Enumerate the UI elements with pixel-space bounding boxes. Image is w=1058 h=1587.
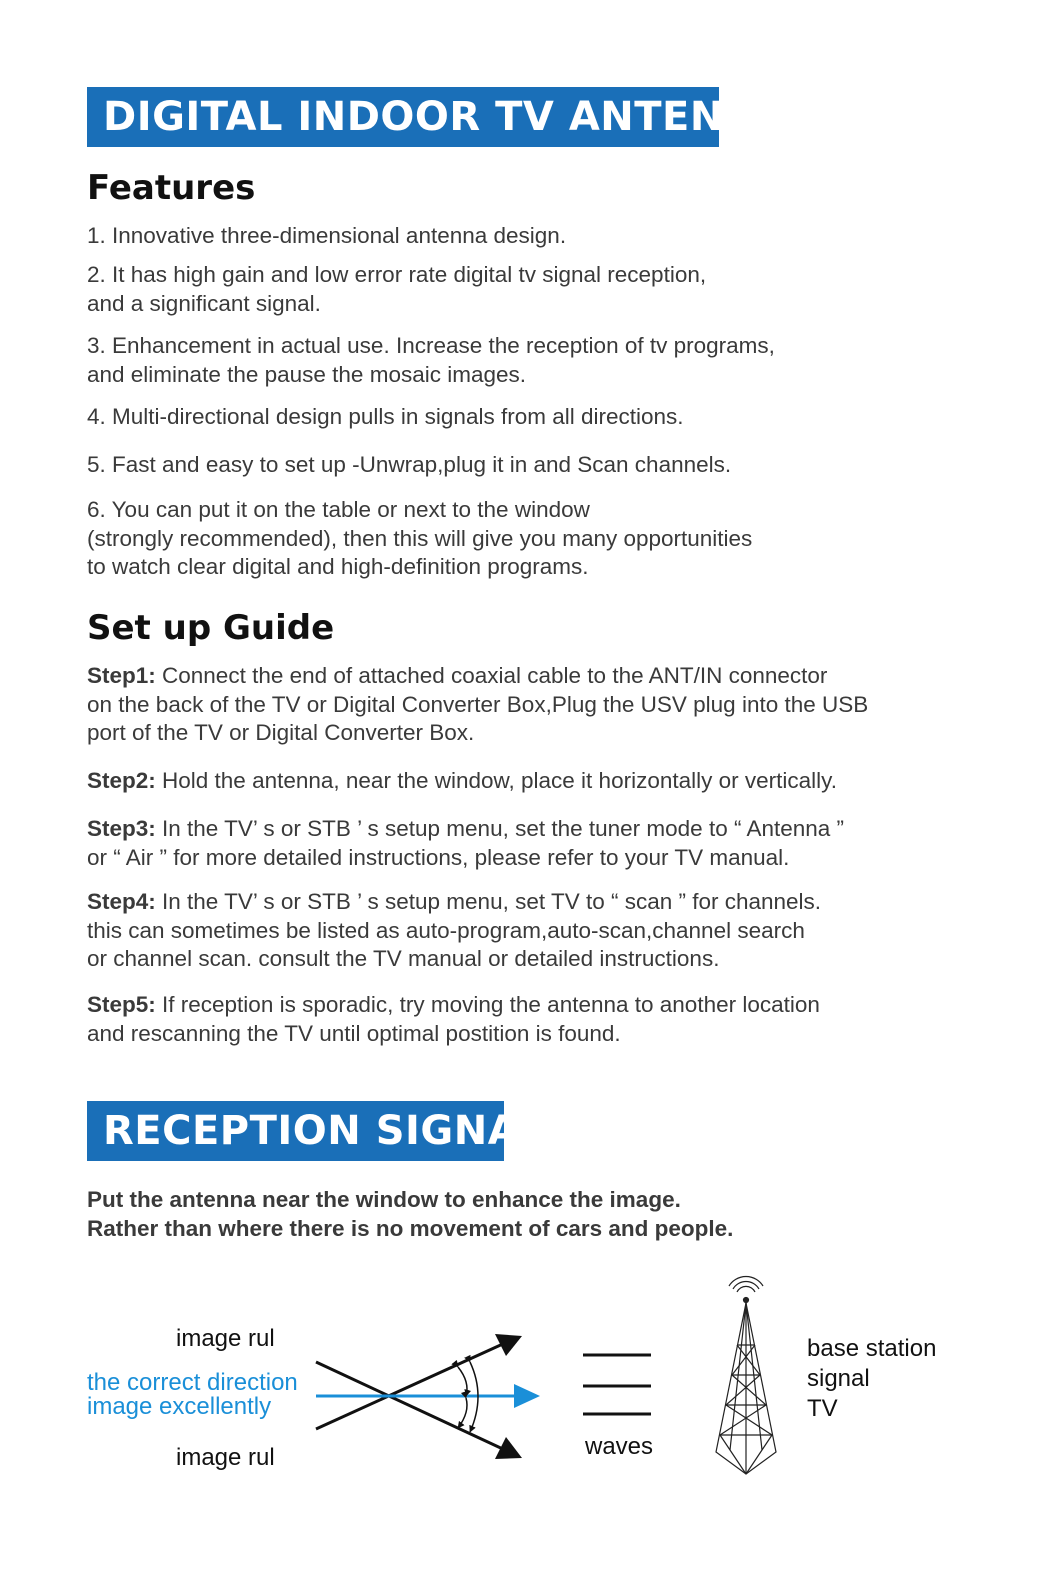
line-upward-arrow — [316, 1334, 522, 1429]
correct-direction-arrow — [316, 1384, 540, 1408]
feature-line: to watch clear digital and high-definition programs. — [87, 554, 589, 579]
feature-line: and eliminate the pause the mosaic images. — [87, 361, 527, 387]
tower-icon — [716, 1277, 776, 1474]
step-label: Step3: — [87, 816, 156, 841]
step-line — [87, 888, 987, 917]
setup-step-2 — [87, 767, 987, 796]
label-signal: signal — [807, 1365, 870, 1392]
step-line — [87, 662, 987, 691]
feature-item-5 — [87, 451, 987, 480]
line-downward-arrow — [316, 1362, 522, 1459]
label-image-top: image rul — [176, 1325, 275, 1352]
step-text: In the TV’ s or STB ’ s setup menu, set the tuner mode to “ Antenna ” — [155, 816, 845, 841]
label-tv: TV — [807, 1395, 838, 1422]
title-banner: DIGITAL INDOOR TV ANTENNA — [87, 87, 719, 147]
label-waves: waves — [585, 1433, 654, 1460]
feature-line: (strongly recommended), then this will give you many opportunities — [87, 525, 753, 551]
step-line — [87, 991, 987, 1020]
feature-item-2 — [87, 261, 987, 318]
step-line — [87, 767, 987, 796]
feature-item-1 — [87, 222, 987, 251]
angle-arc-icon — [458, 1398, 467, 1428]
feature-line: 1. Innovative three-dimensional antenna design. — [87, 223, 567, 248]
step-line — [87, 815, 987, 844]
reception-banner: RECEPTION SIGNAL — [87, 1101, 504, 1161]
step-line: on the back of the TV or Digital Converter Box,Plug the USV plug into the USB — [87, 691, 869, 717]
reception-diagram — [0, 1270, 1058, 1490]
setup-step-1 — [87, 662, 987, 748]
label-base-station: base station — [807, 1335, 937, 1362]
setup-step-4 — [87, 888, 987, 974]
step-text: If reception is sporadic, try moving the antenna to another location — [155, 992, 820, 1017]
feature-line: 3. Enhancement in actual use. Increase the reception of tv programs, — [87, 333, 775, 358]
step-line: or “ Air ” for more detailed instructions, please refer to your TV manual. — [87, 844, 790, 870]
note-line: Put the antenna near the window to enhance the image. — [87, 1187, 681, 1212]
feature-line: 2. It has high gain and low error rate digital tv signal reception, — [87, 262, 707, 287]
note-line: Rather than where there is no movement of cars and people. — [87, 1215, 734, 1241]
label-correct-direction: the correct direction — [87, 1369, 298, 1396]
step-line: this can sometimes be listed as auto-program,auto-scan,channel search — [87, 917, 805, 943]
feature-line: 4. Multi-directional design pulls in signals from all directions. — [87, 404, 684, 429]
step-label: Step5: — [87, 992, 156, 1017]
setup-step-3 — [87, 815, 987, 872]
step-text: Connect the end of attached coaxial cable to the ANT/IN connector — [155, 663, 828, 688]
label-image-excellently: image excellently — [87, 1393, 272, 1420]
feature-line: 5. Fast and easy to set up -Unwrap,plug it in and Scan channels. — [87, 452, 732, 477]
step-text: In the TV’ s or STB ’ s setup menu, set TV to “ scan ” for channels. — [155, 889, 822, 914]
step-line: port of the TV or Digital Converter Box. — [87, 720, 475, 745]
step-line: or channel scan. consult the TV manual or detailed instructions. — [87, 946, 720, 971]
feature-item-4 — [87, 403, 987, 432]
step-text: Hold the antenna, near the window, place it horizontally or vertically. — [155, 768, 837, 793]
step-label: Step2: — [87, 768, 156, 793]
feature-line: and a significant signal. — [87, 290, 321, 316]
feature-item-3 — [87, 332, 987, 389]
setup-heading: Set up Guide — [87, 608, 335, 648]
feature-item-6 — [87, 496, 987, 582]
features-heading: Features — [87, 168, 256, 208]
setup-step-5 — [87, 991, 987, 1048]
reception-note — [87, 1186, 733, 1243]
step-label: Step4: — [87, 889, 156, 914]
step-line: and rescanning the TV until optimal postition is found. — [87, 1020, 621, 1046]
step-label: Step1: — [87, 663, 156, 688]
angle-arc-icon — [458, 1367, 467, 1396]
label-image-bottom: image rul — [176, 1444, 275, 1471]
feature-line: 6. You can put it on the table or next to the window — [87, 497, 590, 522]
